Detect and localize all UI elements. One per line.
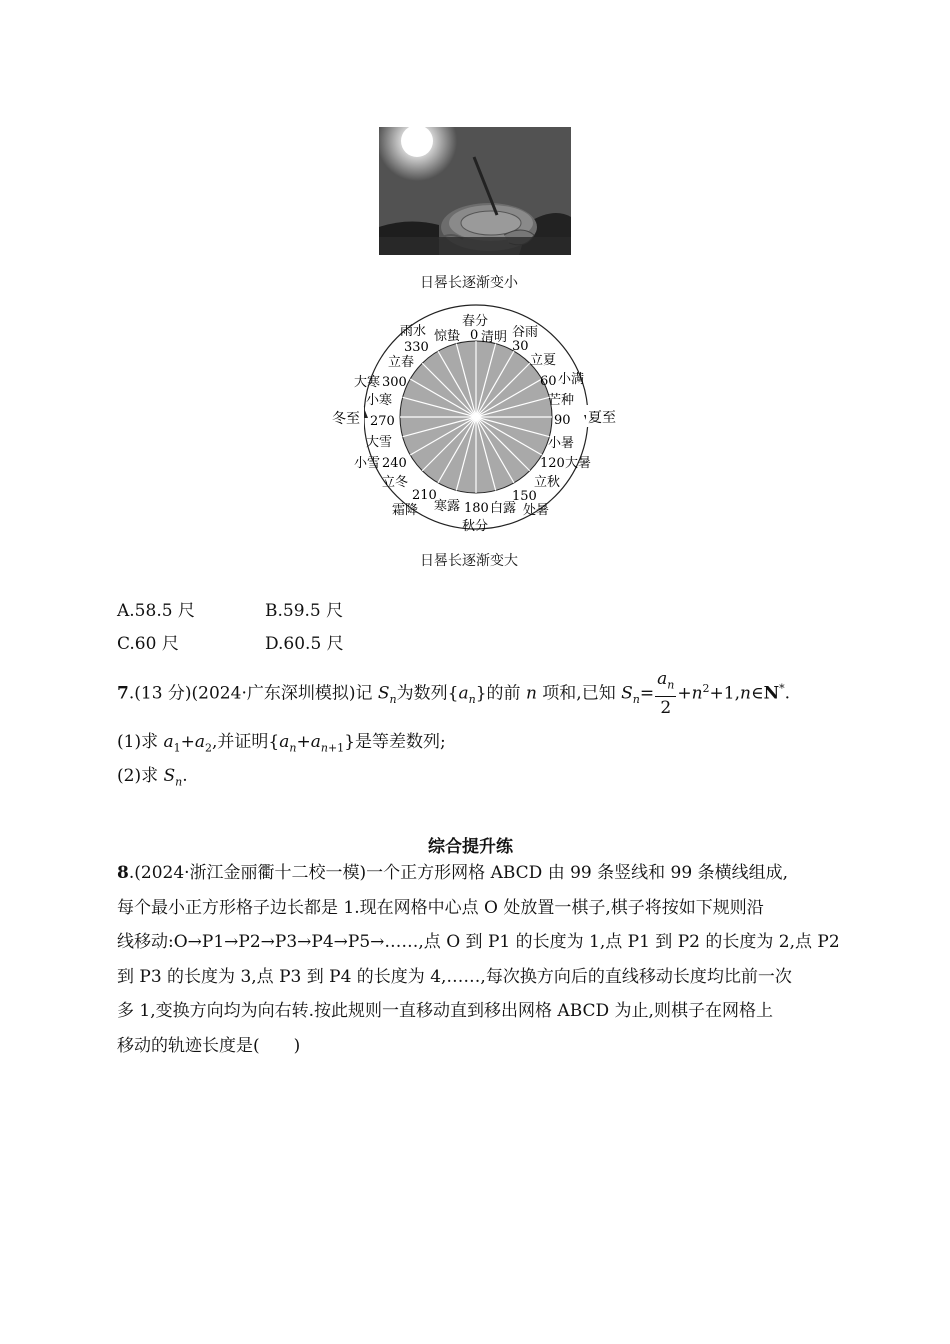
term-num: 90 — [554, 413, 571, 428]
term-label: 大雪 — [366, 435, 393, 450]
question-8-line-3: 线移动:O→P1→P2→P3→P4→P5→……,点 O 到 P1 的长度为 1,点 P1 到 P2 的长度为 2,点 P2 — [117, 932, 840, 952]
text: (1)求 — [117, 732, 164, 752]
term-label: 立冬 — [382, 475, 409, 490]
option-c: C.60 尺 — [117, 634, 179, 654]
text: }是等差数列; — [344, 732, 446, 752]
term-label: 霜降 — [392, 503, 419, 518]
term-num: 270 — [370, 414, 395, 429]
question-8-line-6: 移动的轨迹长度是( ) — [117, 1036, 301, 1056]
question-8-line-4: 到 P3 的长度为 3,点 P3 到 P4 的长度为 4,……,每次换方向后的直线移动长度均比前一次 — [117, 967, 792, 987]
fraction: $\frac{a_n}{2}$ — [657, 669, 675, 718]
term-label: 谷雨 — [512, 325, 539, 340]
term-label: 春分 — [462, 314, 489, 329]
question-8-line-2: 每个最小正方形格子边长都是 1.现在网格中心点 O 处放置一棋子,棋子将按如下规则沿 — [117, 898, 764, 918]
term-label: 秋分 — [462, 519, 489, 534]
term-label: 小满 — [558, 372, 585, 387]
term-label: 雨水 — [400, 324, 427, 339]
text: 为数列{ — [396, 683, 459, 704]
term-num: 30 — [512, 339, 529, 354]
text: +1, — [709, 683, 741, 704]
question-7-part-2: (2)求 $S_n$. — [117, 766, 188, 789]
term-num: 0 — [470, 328, 479, 343]
term-label: 芒种 — [548, 393, 575, 408]
text: (2)求 — [117, 766, 164, 786]
sundial-photo — [379, 127, 571, 255]
diagram-top-label: 日晷长逐渐变小 — [420, 275, 518, 291]
diagram-bottom-label: 日晷长逐渐变大 — [420, 553, 518, 569]
term-label: 立春 — [388, 355, 415, 370]
text: }的前 — [475, 683, 526, 704]
sundial-photo-icon — [379, 127, 571, 255]
term-label: 立夏 — [530, 353, 557, 368]
text: .(2024·浙江金丽衢十二校一模)一个正方形网格 ABCD 由 99 条竖线和 99 条横线组成, — [128, 863, 788, 883]
term-num: 240 — [382, 456, 407, 471]
text: 项和,已知 — [536, 683, 622, 704]
option-b: B.59.5 尺 — [265, 601, 344, 621]
question-8-line-5: 多 1,变换方向均为向右转.按此规则一直移动直到移出网格 ABCD 为止,则棋子在网格上 — [117, 1001, 773, 1021]
section-title: 综合提升练 — [428, 837, 513, 857]
question-source: .(13 分)(2024·广东深圳模拟)记 — [128, 683, 378, 704]
term-num: 120 — [540, 456, 565, 471]
right-label: 夏至 — [588, 410, 616, 426]
question-8-line-1 — [117, 862, 788, 884]
question-7: 7.(13 分)(2024·广东深圳模拟)记 $S_n$为数列$\{a_n\}$的前 n 项和,已知 $S_n=$ $\frac{a_n}{2}$ $+n^2+1,n\in N^*$. — [117, 669, 791, 718]
term-num: 330 — [404, 340, 429, 355]
term-num: 300 — [382, 375, 407, 390]
term-label: 立秋 — [534, 475, 561, 490]
natural-set: N — [763, 683, 780, 704]
term-num: 150 — [512, 489, 537, 504]
term-num: 180 — [464, 501, 489, 516]
left-label: 冬至 — [332, 411, 360, 427]
term-label: 寒露 — [434, 499, 461, 514]
question-7-part-1: (1)求 $a_1+a_2$,并证明$\{a_n+a_{n+1}\}$是等差数列; — [117, 732, 446, 755]
text: ∈ — [750, 683, 764, 704]
solar-term-wheel — [330, 290, 630, 550]
term-label: 小雪 — [354, 456, 381, 471]
term-label: 大暑 — [565, 456, 592, 471]
term-label: 惊蛰 — [434, 329, 461, 344]
solar-term-diagram — [330, 290, 630, 550]
term-num: 60 — [540, 374, 557, 389]
question-number: 8 — [117, 863, 129, 883]
option-d: D.60.5 尺 — [265, 634, 344, 654]
term-label: 小寒 — [366, 393, 393, 408]
text: ,并证明{ — [212, 732, 280, 752]
term-label: 白露 — [490, 501, 517, 516]
term-label: 小暑 — [548, 436, 575, 451]
term-label: 大寒 — [354, 375, 381, 390]
term-num: 210 — [412, 488, 437, 503]
term-label: 清明 — [481, 330, 508, 345]
option-a: A.58.5 尺 — [117, 601, 195, 621]
question-number: 7 — [117, 683, 129, 704]
term-label: 处暑 — [523, 503, 550, 518]
